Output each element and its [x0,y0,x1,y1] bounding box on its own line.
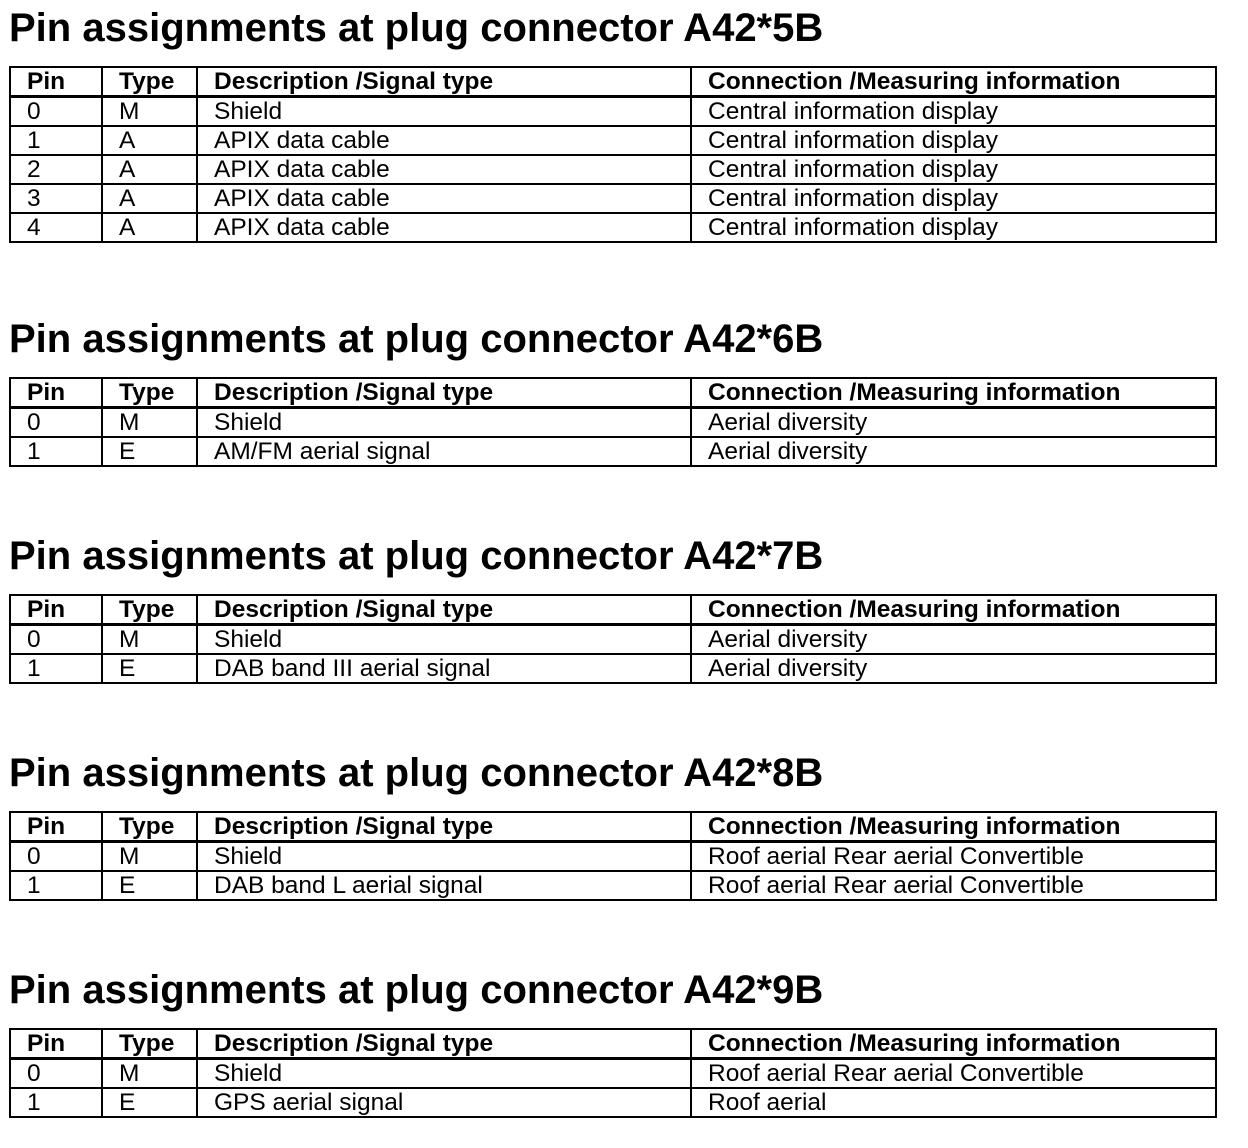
cell-pin: 0 [10,842,102,872]
cell-description: Shield [197,625,691,655]
cell-connection: Central information display [691,97,1216,127]
cell-description: APIX data cable [197,155,691,184]
table-header-row [10,1029,1216,1059]
cell-description: Shield [197,842,691,872]
cell-pin: 1 [10,437,102,466]
section-title: Pin assignments at plug connector A42*5B [9,6,824,50]
cell-pin: 1 [10,654,102,683]
column-header-description: Description /Signal type [197,812,691,842]
cell-pin: 2 [10,155,102,184]
cell-type: M [102,625,197,655]
cell-description: Shield [197,1059,691,1089]
table-row [10,1059,1216,1089]
cell-connection: Roof aerial Rear aerial Convertible [691,1059,1216,1089]
column-header-pin: Pin [10,378,102,408]
pin-table [9,594,1217,684]
column-header-pin: Pin [10,812,102,842]
table-header-row [10,595,1216,625]
cell-pin: 1 [10,1088,102,1117]
cell-pin: 0 [10,97,102,127]
column-header-connection: Connection /Measuring information [691,1029,1216,1059]
table-header-row [10,812,1216,842]
cell-description: APIX data cable [197,213,691,242]
table-row [10,97,1216,127]
cell-type: A [102,155,197,184]
column-header-description: Description /Signal type [197,1029,691,1059]
column-header-pin: Pin [10,1029,102,1059]
cell-connection: Aerial diversity [691,437,1216,466]
table-row [10,871,1216,900]
column-header-type: Type [102,378,197,408]
table-header-row [10,67,1216,97]
cell-pin: 0 [10,1059,102,1089]
cell-pin: 0 [10,625,102,655]
table-row [10,155,1216,184]
column-header-description: Description /Signal type [197,595,691,625]
cell-connection: Aerial diversity [691,625,1216,655]
table-row [10,213,1216,242]
cell-description: DAB band L aerial signal [197,871,691,900]
cell-description: AM/FM aerial signal [197,437,691,466]
cell-type: A [102,184,197,213]
table-row [10,184,1216,213]
table-header-row [10,378,1216,408]
column-header-type: Type [102,67,197,97]
table-row [10,625,1216,655]
column-header-type: Type [102,812,197,842]
cell-connection: Central information display [691,213,1216,242]
cell-description: DAB band III aerial signal [197,654,691,683]
cell-pin: 3 [10,184,102,213]
cell-type: E [102,1088,197,1117]
cell-connection: Central information display [691,126,1216,155]
cell-description: APIX data cable [197,184,691,213]
pin-table [9,1028,1217,1118]
table-row [10,408,1216,438]
cell-type: M [102,408,197,438]
cell-type: E [102,654,197,683]
table-row [10,126,1216,155]
column-header-connection: Connection /Measuring information [691,67,1216,97]
table-row [10,1088,1216,1117]
table-row [10,437,1216,466]
cell-pin: 0 [10,408,102,438]
cell-connection: Central information display [691,155,1216,184]
column-header-type: Type [102,595,197,625]
cell-connection: Aerial diversity [691,408,1216,438]
cell-connection: Roof aerial Rear aerial Convertible [691,842,1216,872]
column-header-pin: Pin [10,595,102,625]
cell-description: GPS aerial signal [197,1088,691,1117]
cell-connection: Aerial diversity [691,654,1216,683]
section-title: Pin assignments at plug connector A42*9B [9,968,824,1012]
section-title: Pin assignments at plug connector A42*8B [9,751,824,795]
column-header-description: Description /Signal type [197,378,691,408]
column-header-type: Type [102,1029,197,1059]
cell-connection: Roof aerial Rear aerial Convertible [691,871,1216,900]
column-header-connection: Connection /Measuring information [691,812,1216,842]
cell-description: APIX data cable [197,126,691,155]
table-row [10,654,1216,683]
cell-type: A [102,213,197,242]
cell-type: A [102,126,197,155]
cell-type: M [102,842,197,872]
column-header-connection: Connection /Measuring information [691,595,1216,625]
pin-table [9,377,1217,467]
pin-table [9,66,1217,243]
cell-pin: 4 [10,213,102,242]
cell-connection: Central information display [691,184,1216,213]
table-row [10,842,1216,872]
section-title: Pin assignments at plug connector A42*6B [9,317,824,361]
cell-type: E [102,437,197,466]
cell-description: Shield [197,97,691,127]
section-title: Pin assignments at plug connector A42*7B [9,534,824,578]
column-header-description: Description /Signal type [197,67,691,97]
cell-description: Shield [197,408,691,438]
column-header-pin: Pin [10,67,102,97]
cell-pin: 1 [10,871,102,900]
cell-type: E [102,871,197,900]
cell-connection: Roof aerial [691,1088,1216,1117]
pin-table [9,811,1217,901]
cell-pin: 1 [10,126,102,155]
cell-type: M [102,97,197,127]
column-header-connection: Connection /Measuring information [691,378,1216,408]
cell-type: M [102,1059,197,1089]
